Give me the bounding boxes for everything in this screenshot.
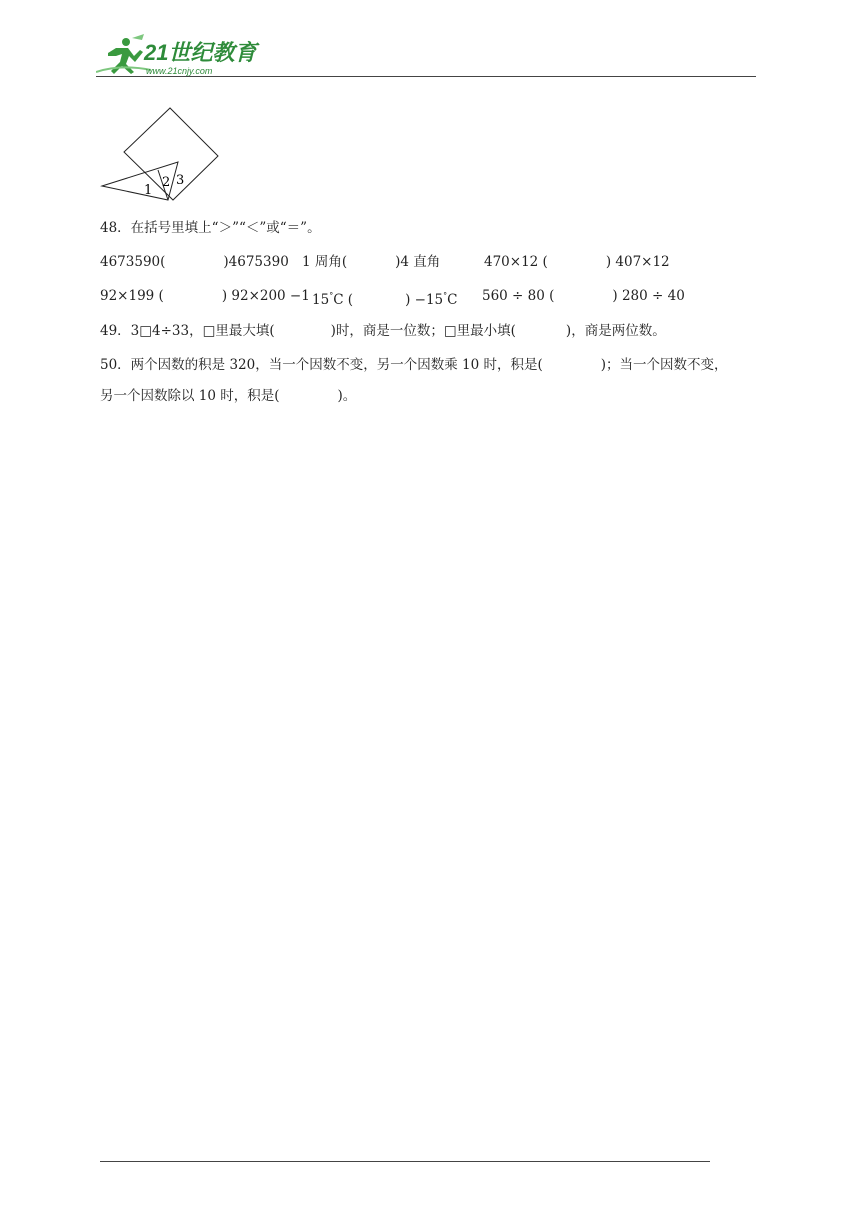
temperature-left-value: 15 — [312, 292, 330, 308]
comparison-left: 1 周角( — [302, 254, 348, 270]
page-header — [96, 30, 756, 78]
comparison-left: 470×12 ( — [484, 254, 548, 270]
angle-label-1: 1 — [144, 183, 153, 198]
question-48-row-1 — [100, 253, 720, 271]
question-48-prompt: 48．在括号里填上“＞”“＜”或“＝”。 — [100, 220, 321, 236]
angle-figure — [98, 104, 228, 204]
comparison-right: )4675390 — [223, 254, 289, 270]
angle-label-3: 3 — [176, 173, 185, 188]
degree-symbol: ° — [443, 291, 448, 300]
question-50-line-1 — [100, 356, 728, 374]
comparison-right: ) 407×12 — [605, 254, 670, 270]
footer-divider — [100, 1161, 710, 1162]
question-50-part-d: )。 — [337, 388, 357, 404]
question-48-row-2 — [100, 287, 720, 308]
comparison-right: ) 92×200 −1 — [221, 288, 310, 304]
question-49-part-b: )时，商是一位数；□里最小填( — [330, 323, 516, 339]
comparison-left: 560 ÷ 80 ( — [482, 288, 555, 304]
question-49-part-a: 49．3□4÷33，□里最大填( — [100, 323, 275, 339]
header-divider — [96, 76, 756, 77]
question-50-line-2 — [100, 387, 356, 405]
comparison-item — [302, 253, 440, 271]
temperature-left-unit: C ( — [333, 292, 354, 308]
comparison-left: 4673590( — [100, 254, 166, 270]
degree-symbol: ° — [329, 291, 334, 300]
question-50-part-c: 另一个因数除以 10 时，积是( — [100, 388, 280, 404]
comparison-item — [100, 287, 310, 305]
comparison-item — [100, 253, 289, 271]
logo-url: www.21cnjy.com — [146, 66, 213, 76]
comparison-left: 92×199 ( — [100, 288, 164, 304]
comparison-item — [312, 287, 457, 309]
angle-label-2: 2 — [162, 175, 171, 190]
temperature-right-value: ) −15 — [405, 292, 444, 308]
temperature-right-unit: C — [447, 292, 458, 308]
question-49-part-c: )，商是两位数。 — [565, 323, 666, 339]
logo-text: 21世纪教育 — [144, 40, 257, 65]
21cnjy-logo — [96, 34, 266, 78]
comparison-right: )4 直角 — [395, 254, 441, 270]
question-50-part-b: )；当一个因数不变， — [600, 357, 728, 373]
comparison-item — [482, 287, 685, 305]
comparison-right: ) 280 ÷ 40 — [612, 288, 685, 304]
question-49 — [100, 322, 666, 340]
comparison-item — [484, 253, 670, 271]
question-50-part-a: 50．两个因数的积是 320，当一个因数不变，另一个因数乘 10 时，积是( — [100, 357, 543, 373]
